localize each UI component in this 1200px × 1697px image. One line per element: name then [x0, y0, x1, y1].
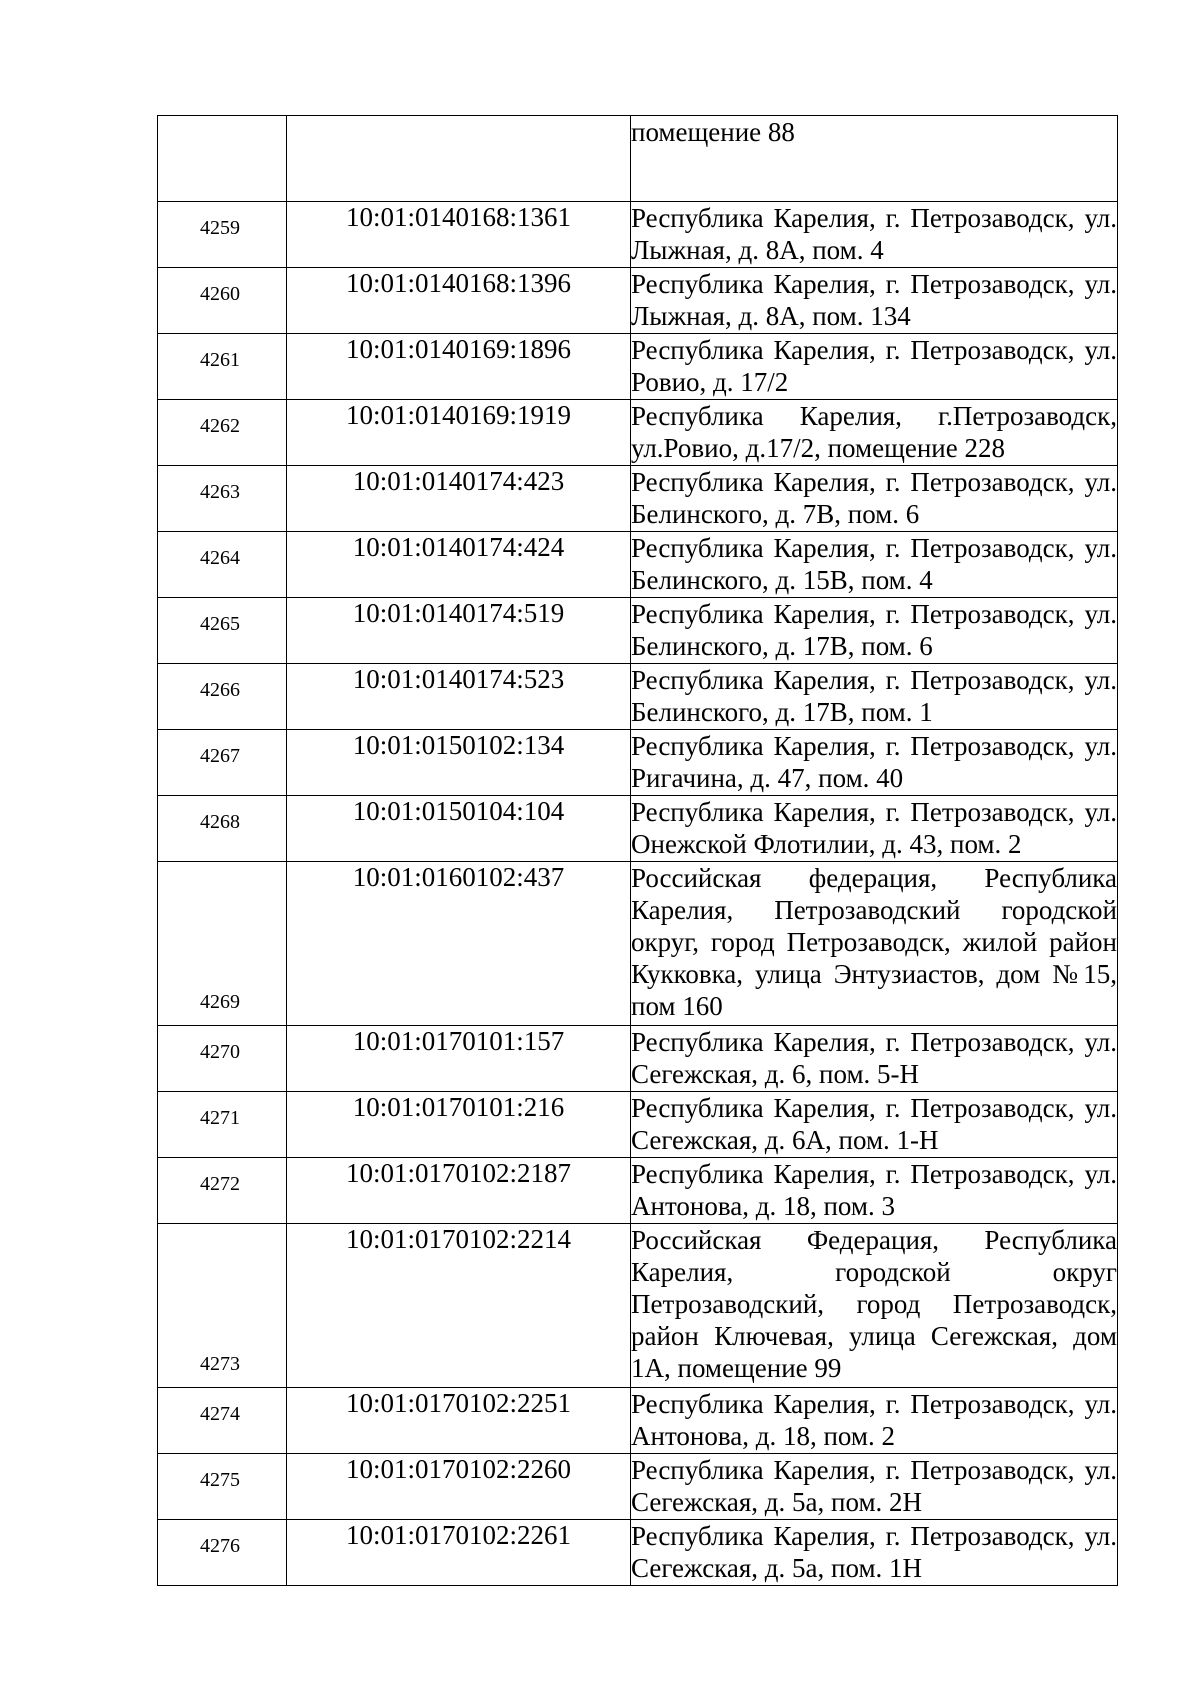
address-text: Республика Карелия, г. Петрозаводск, ул. Ровио, д. 17/2	[631, 335, 1117, 397]
address-text: Республика Карелия, г. Петрозаводск, ул. Белинского, д. 17В, пом. 1	[631, 665, 1117, 727]
row-number: 4273	[200, 1353, 240, 1375]
row-number-cell	[158, 334, 287, 400]
cadastral-number-cell	[287, 1224, 631, 1388]
cadastral-number: 10:01:0170102:2261	[345, 1520, 571, 1550]
cadastral-number-cell	[287, 1026, 631, 1092]
cadastral-number-cell	[287, 730, 631, 796]
cadastral-number-cell	[287, 862, 631, 1026]
row-number-cell	[158, 532, 287, 598]
address-cell	[631, 862, 1118, 1026]
cadastral-number: 10:01:0170101:216	[352, 1092, 565, 1122]
row-number-cell	[158, 202, 287, 268]
property-registry-table	[157, 115, 1118, 1586]
row-number-cell	[158, 1158, 287, 1224]
cadastral-number-cell	[287, 202, 631, 268]
cadastral-number: 10:01:0140174:423	[352, 466, 565, 496]
row-number-cell	[158, 862, 287, 1026]
table-row	[158, 1388, 1118, 1454]
table-row	[158, 268, 1118, 334]
row-number: 4260	[200, 283, 240, 305]
address-cell	[631, 1388, 1118, 1454]
row-number: 4269	[200, 991, 240, 1013]
cadastral-number: 10:01:0170102:2187	[345, 1158, 571, 1188]
cadastral-number-cell	[287, 598, 631, 664]
cadastral-number-cell	[287, 466, 631, 532]
row-number-cell	[158, 1454, 287, 1520]
address-text: Республика Карелия, г. Петрозаводск, ул. Сегежская, д. 5а, пом. 1Н	[631, 1521, 1117, 1583]
row-number: 4259	[200, 217, 240, 239]
address-cell	[631, 532, 1118, 598]
row-number-cell	[158, 116, 287, 202]
cadastral-number: 10:01:0140174:519	[352, 598, 565, 628]
row-number: 4265	[200, 613, 240, 635]
row-number-cell	[158, 268, 287, 334]
cadastral-number: 10:01:0140174:523	[352, 664, 565, 694]
address-text: Республика Карелия, г. Петрозаводск, ул. Лыжная, д. 8А, пом. 4	[631, 203, 1117, 265]
address-text: помещение 88	[631, 117, 795, 147]
cadastral-number-cell	[287, 268, 631, 334]
cadastral-number: 10:01:0170102:2214	[345, 1224, 571, 1254]
address-cell	[631, 116, 1118, 202]
table-row	[158, 862, 1118, 1026]
row-number-cell	[158, 730, 287, 796]
address-cell	[631, 202, 1118, 268]
cadastral-number: 10:01:0140174:424	[352, 532, 565, 562]
table-row	[158, 1224, 1118, 1388]
row-number: 4271	[200, 1107, 240, 1129]
address-text: Республика Карелия, г. Петрозаводск, ул. Антонова, д. 18, пом. 3	[631, 1159, 1117, 1221]
row-number: 4263	[200, 481, 240, 503]
address-cell	[631, 1454, 1118, 1520]
row-number-cell	[158, 1026, 287, 1092]
table-row	[158, 664, 1118, 730]
cadastral-number-cell	[287, 1092, 631, 1158]
address-text: Республика Карелия, г. Петрозаводск, ул. Антонова, д. 18, пом. 2	[631, 1389, 1117, 1451]
row-number-cell	[158, 664, 287, 730]
row-number: 4276	[200, 1535, 240, 1557]
address-text: Республика Карелия, г. Петрозаводск, ул. Ригачина, д. 47, пом. 40	[631, 731, 1117, 793]
address-text: Республика Карелия, г. Петрозаводск, ул. Сегежская, д. 6, пом. 5-Н	[631, 1027, 1117, 1089]
address-cell	[631, 1158, 1118, 1224]
address-cell	[631, 1092, 1118, 1158]
table-row	[158, 1454, 1118, 1520]
table-row	[158, 1158, 1118, 1224]
address-cell	[631, 466, 1118, 532]
address-text: Республика Карелия, г. Петрозаводск, ул. Белинского, д. 15В, пом. 4	[631, 533, 1117, 595]
address-text: Республика Карелия, г. Петрозаводск, ул. Онежской Флотилии, д. 43, пом. 2	[631, 797, 1117, 859]
table-row	[158, 730, 1118, 796]
table-row	[158, 400, 1118, 466]
row-number-cell	[158, 1520, 287, 1586]
row-number: 4261	[200, 349, 240, 371]
address-cell	[631, 598, 1118, 664]
row-number-cell	[158, 1388, 287, 1454]
row-number-cell	[158, 598, 287, 664]
cadastral-number: 10:01:0140169:1919	[345, 400, 571, 430]
cadastral-number: 10:01:0150102:134	[352, 730, 565, 760]
cadastral-number: 10:01:0170102:2251	[345, 1388, 571, 1418]
row-number: 4262	[200, 415, 240, 437]
address-text: Республика Карелия, г. Петрозаводск, ул. Белинского, д. 17В, пом. 6	[631, 599, 1117, 661]
cadastral-number: 10:01:0160102:437	[352, 862, 565, 892]
cadastral-number-cell	[287, 1158, 631, 1224]
address-text: Российская федерация, Республика Карелия, Петрозаводский городской округ, город Петрозаводск, жилой район Кукковка, улица Энтузиастов, дом №15, пом 160	[631, 863, 1117, 1021]
table-row	[158, 466, 1118, 532]
table-row	[158, 532, 1118, 598]
cadastral-number: 10:01:0150104:104	[352, 796, 565, 826]
address-cell	[631, 730, 1118, 796]
row-number: 4268	[200, 811, 240, 833]
address-cell	[631, 400, 1118, 466]
cadastral-number-cell	[287, 1520, 631, 1586]
cadastral-number-cell	[287, 334, 631, 400]
table-row	[158, 116, 1118, 202]
table-row	[158, 796, 1118, 862]
table-row	[158, 1026, 1118, 1092]
table-row	[158, 1092, 1118, 1158]
cadastral-number-cell	[287, 532, 631, 598]
row-number: 4270	[200, 1041, 240, 1063]
table-row	[158, 202, 1118, 268]
address-text: Республика Карелия, г.Петрозаводск, ул.Ровио, д.17/2, помещение 228	[631, 401, 1117, 463]
cadastral-number: 10:01:0140169:1896	[345, 334, 571, 364]
address-text: Республика Карелия, г. Петрозаводск, ул. Белинского, д. 7В, пом. 6	[631, 467, 1117, 529]
address-text: Республика Карелия, г. Петрозаводск, ул. Сегежская, д. 5а, пом. 2Н	[631, 1455, 1117, 1517]
address-cell	[631, 664, 1118, 730]
row-number: 4267	[200, 745, 240, 767]
address-cell	[631, 1026, 1118, 1092]
row-number: 4264	[200, 547, 240, 569]
cadastral-number: 10:01:0170102:2260	[345, 1454, 571, 1484]
address-text: Республика Карелия, г. Петрозаводск, ул. Сегежская, д. 6А, пом. 1-Н	[631, 1093, 1117, 1155]
row-number-cell	[158, 1224, 287, 1388]
address-cell	[631, 1224, 1118, 1388]
address-cell	[631, 1520, 1118, 1586]
cadastral-number: 10:01:0170101:157	[352, 1026, 565, 1056]
address-text: Российская Федерация, Республика Карелия, городской округ Петрозаводский, город Петрозаводск, район Ключевая, улица Сегежская, дом 1А, помещение 99	[631, 1225, 1117, 1383]
table-row	[158, 334, 1118, 400]
table-row	[158, 598, 1118, 664]
row-number: 4272	[200, 1173, 240, 1195]
cadastral-number-cell	[287, 1388, 631, 1454]
cadastral-number: 10:01:0140168:1396	[345, 268, 571, 298]
row-number-cell	[158, 400, 287, 466]
row-number: 4275	[200, 1469, 240, 1491]
cadastral-number-cell	[287, 796, 631, 862]
cadastral-number: 10:01:0140168:1361	[345, 202, 571, 232]
cadastral-number-cell	[287, 1454, 631, 1520]
cadastral-number-cell	[287, 400, 631, 466]
address-cell	[631, 796, 1118, 862]
cadastral-number-cell	[287, 664, 631, 730]
row-number: 4274	[200, 1403, 240, 1425]
address-text: Республика Карелия, г. Петрозаводск, ул. Лыжная, д. 8А, пом. 134	[631, 269, 1117, 331]
row-number-cell	[158, 466, 287, 532]
row-number: 4266	[200, 679, 240, 701]
table-row	[158, 1520, 1118, 1586]
address-cell	[631, 268, 1118, 334]
row-number-cell	[158, 796, 287, 862]
row-number-cell	[158, 1092, 287, 1158]
cadastral-number-cell	[287, 116, 631, 202]
address-cell	[631, 334, 1118, 400]
